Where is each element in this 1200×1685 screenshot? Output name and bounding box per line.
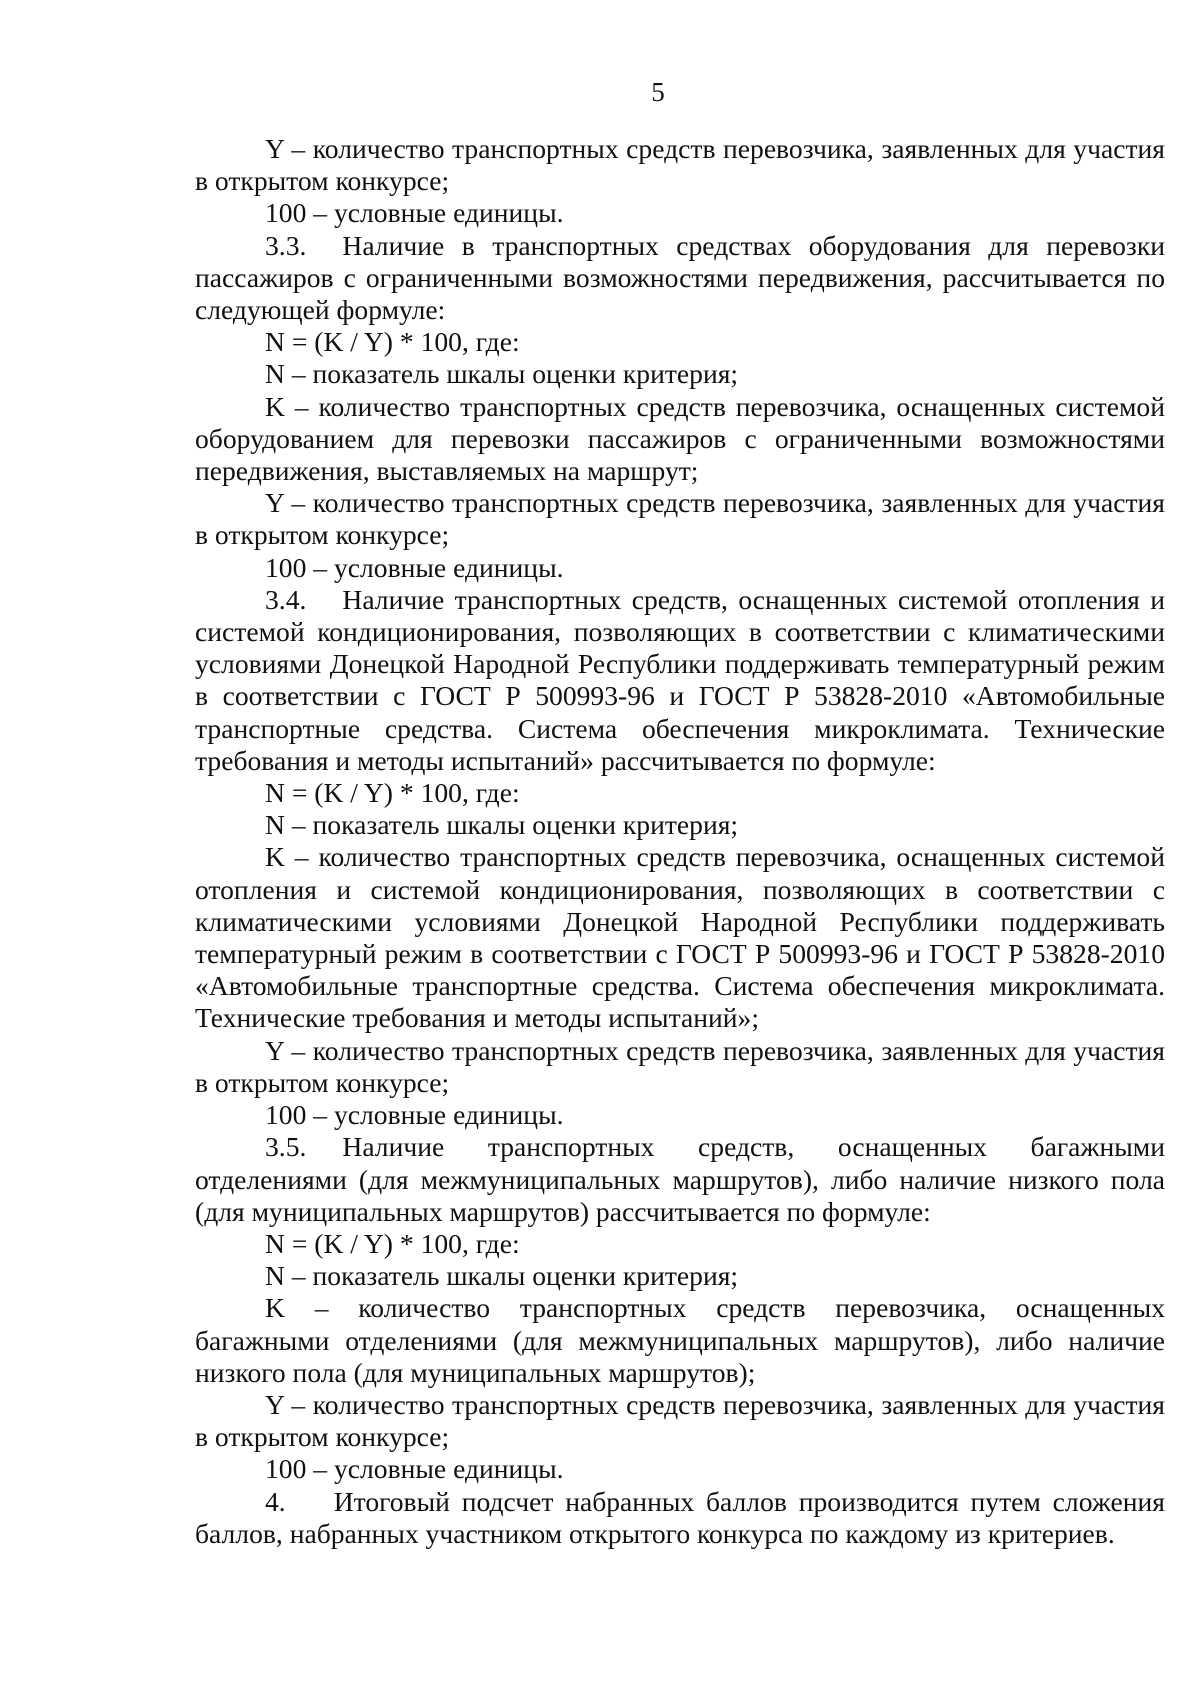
paragraph-y-definition (195, 1389, 1165, 1453)
paragraph-units (195, 552, 1165, 584)
paragraph-text: N – показатель шкалы оценки критерия; (265, 809, 739, 841)
paragraph-text: Наличие транспортных средств, оснащенных системой отопления и системой кондиционирования, позволяющих в соответствии с климатическими условиями Донецкой Народной Республики поддерживать температурный режим в соответствии с ГОСТ Р 500993-96 и ГОСТ Р 53828-2010 «Автомобильные транспортные средства. Система обеспечения микроклимата. Технические требования и методы испытаний» рассчитывается по формуле: (195, 583, 1165, 776)
paragraph-y-definition (195, 133, 1165, 197)
paragraph-text: 100 – условные единицы. (265, 197, 564, 229)
paragraph-text: N – показатель шкалы оценки критерия; (265, 1260, 739, 1292)
paragraph-text: Y – количество транспортных средств перевозчика, заявленных для участия в открытом конкурсе; (195, 1388, 1165, 1453)
paragraph-text: 100 – условные единицы. (265, 551, 564, 583)
paragraph-y-definition (195, 487, 1165, 551)
clause-number: 3.5. (265, 1131, 307, 1163)
formula-text: N = (K / Y) * 100, где: (265, 326, 520, 358)
paragraph-4 (195, 1486, 1165, 1550)
clause-number: 3.4. (265, 583, 307, 615)
paragraph-text: Y – количество транспортных средств перевозчика, заявленных для участия в открытом конкурсе; (195, 1034, 1165, 1098)
paragraph-text: N – показатель шкалы оценки критерия; (265, 358, 739, 390)
paragraph-formula (195, 777, 1165, 809)
paragraph-text: K – количество транспортных средств перевозчика, оснащенных системой оборудованием для перевозки пассажиров с ограниченными возможностями передвижения, выставляемых на маршрут; (195, 390, 1165, 487)
paragraph-text: Y – количество транспортных средств перевозчика, заявленных для участия в открытом конкурсе; (195, 487, 1165, 551)
paragraph-k-definition (195, 1292, 1165, 1389)
paragraph-n-definition (195, 358, 1165, 390)
paragraph-text: Наличие в транспортных средствах оборудования для перевозки пассажиров с ограниченными возможностями передвижения, рассчитывается по следующей формуле: (195, 229, 1165, 326)
paragraph-k-definition (195, 391, 1165, 488)
paragraph-text: Наличие транспортных средств, оснащенных багажными отделениями (для межмуниципальных маршрутов), либо наличие низкого пола (для муниципальных маршрутов) рассчитывается по формуле: (195, 1131, 1165, 1227)
paragraph-formula (195, 326, 1165, 358)
clause-number: 4. (265, 1485, 286, 1517)
paragraph-text: Итоговый подсчет набранных баллов производится путем сложения баллов, набранных участником открытого конкурса по каждому из критериев. (195, 1485, 1165, 1549)
paragraph-text: 100 – условные единицы. (265, 1099, 564, 1131)
paragraph-units (195, 1453, 1165, 1485)
formula-text: N = (K / Y) * 100, где: (265, 777, 520, 809)
paragraph-y-definition (195, 1035, 1165, 1099)
clause-number: 3.3. (265, 229, 307, 261)
paragraph-text: 100 – условные единицы. (265, 1453, 564, 1485)
paragraph-n-definition (195, 1260, 1165, 1292)
paragraph-formula (195, 1228, 1165, 1260)
paragraph-3-4 (195, 584, 1165, 777)
paragraph-text: Y – количество транспортных средств перевозчика, заявленных для участия в открытом конкурсе; (195, 133, 1165, 197)
paragraph-units (195, 1099, 1165, 1131)
page-number: 5 (651, 77, 665, 107)
paragraph-text: K – количество транспортных средств перевозчика, оснащенных системой отопления и системой кондиционирования, позволяющих в соответствии с климатическими условиями Донецкой Народной Республики поддерживать температурный режим в соответствии с ГОСТ Р 500993-96 и ГОСТ Р 53828-2010 «Автомобильные транспортные средства. Система обеспечения микроклимата. Технические требования и методы испытаний»; (195, 841, 1165, 1034)
paragraph-3-5 (195, 1131, 1165, 1228)
formula-text: N = (K / Y) * 100, где: (265, 1227, 520, 1259)
paragraph-text: K – количество транспортных средств перевозчика, оснащенных багажными отделениями (для межмуниципальных маршрутов), либо наличие низкого пола (для муниципальных маршрутов); (195, 1292, 1165, 1388)
paragraph-n-definition (195, 809, 1165, 841)
paragraph-units (195, 197, 1165, 229)
document-body (195, 133, 1165, 1550)
paragraph-3-3 (195, 230, 1165, 327)
paragraph-k-definition (195, 841, 1165, 1034)
